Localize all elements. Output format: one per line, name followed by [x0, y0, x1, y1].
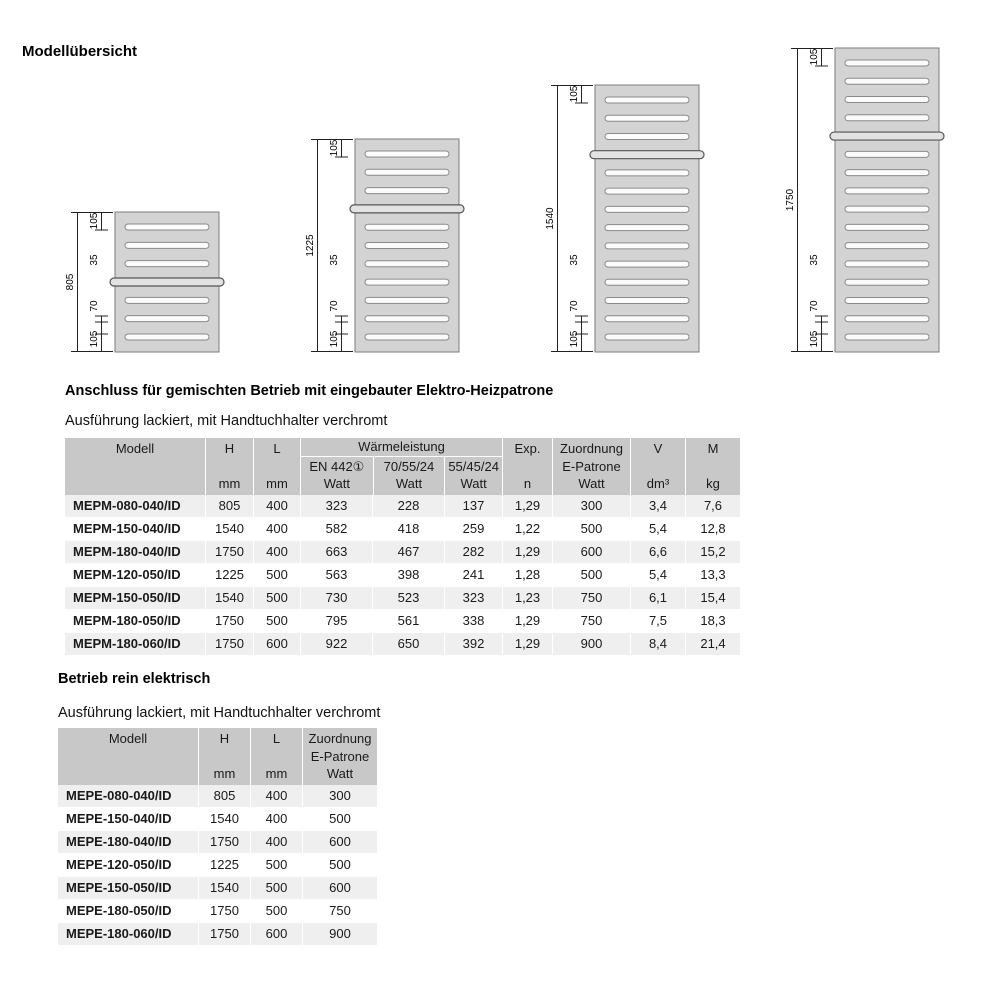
value-cell: 400 [250, 785, 302, 807]
tube-slot [845, 78, 929, 84]
electric-operation-table [58, 728, 377, 946]
value-cell: 500 [302, 854, 377, 876]
col-header-v [630, 438, 685, 495]
col-header-modell [65, 438, 205, 495]
value-cell: 1540 [198, 808, 250, 830]
header-label-m: M [707, 441, 719, 456]
table-row [65, 610, 740, 633]
tube-slot [845, 316, 929, 322]
tube-slot [365, 279, 449, 285]
tube-slot [845, 60, 929, 66]
towel-bar [350, 205, 464, 213]
value-cell: 137 [444, 495, 502, 517]
dimension-label: 1750 [785, 188, 796, 212]
dimension-label: 105 [89, 330, 100, 348]
value-cell: 561 [372, 610, 444, 632]
value-cell: 795 [300, 610, 372, 632]
electric-table-header [58, 728, 377, 785]
unit-label-kg: kg [706, 476, 720, 491]
dimension-label: 70 [329, 300, 340, 312]
dimension-label: 35 [569, 254, 580, 266]
value-cell: 805 [198, 785, 250, 807]
header-label-zuordnung: Zuordnung [560, 441, 623, 456]
waermeleistung-subcolumns [301, 457, 502, 495]
unit-label-n: n [523, 476, 532, 491]
value-cell: 922 [300, 633, 372, 655]
value-cell: 467 [372, 541, 444, 563]
value-cell: 1540 [198, 877, 250, 899]
radiator-drawing-1225 [297, 131, 467, 360]
tube-slot [845, 151, 929, 157]
mixed-operation-table [65, 438, 740, 656]
tube-slot [365, 261, 449, 267]
dimension-label: 105 [89, 212, 100, 230]
tube-slot [605, 261, 689, 267]
value-cell: 400 [253, 495, 300, 517]
tube-slot [845, 297, 929, 303]
section-electric-subheading: Ausführung lackiert, mit Handtuchhalter verchromt [58, 705, 381, 721]
dimension-label: 805 [65, 273, 76, 291]
value-cell: 3,4 [630, 495, 685, 517]
tube-slot [605, 243, 689, 249]
model-name-cell: MEPM-120-050/ID [73, 567, 181, 582]
value-cell: 500 [253, 587, 300, 609]
table-row [65, 495, 740, 518]
value-cell: 1540 [205, 587, 253, 609]
tube-slot [845, 279, 929, 285]
value-cell: 650 [372, 633, 444, 655]
value-cell: 500 [302, 808, 377, 830]
value-cell: 730 [300, 587, 372, 609]
table-row [58, 900, 377, 923]
value-cell: 12,8 [685, 518, 740, 540]
value-cell: 900 [552, 633, 630, 655]
tube-slot [365, 224, 449, 230]
radiator-drawing-1750 [777, 40, 947, 360]
tube-slot [845, 261, 929, 267]
tube-slot [605, 115, 689, 121]
col-header-l [253, 438, 300, 495]
table-row [65, 633, 740, 656]
dimension-label: 35 [329, 254, 340, 266]
model-name-cell: MEPE-180-040/ID [66, 834, 172, 849]
header-label-epatrone: E-Patrone [562, 458, 621, 474]
tube-slot [845, 97, 929, 103]
col-header-55-45-24 [444, 457, 502, 495]
value-cell: 750 [552, 610, 630, 632]
tube-slot [365, 334, 449, 340]
tube-slot [845, 224, 929, 230]
value-cell: 1750 [205, 610, 253, 632]
radiator-body [595, 85, 699, 352]
tube-slot [845, 115, 929, 121]
col-header-exp [502, 438, 552, 495]
col-header-zuordnung [552, 438, 630, 495]
tube-slot [605, 316, 689, 322]
value-cell: 1750 [198, 900, 250, 922]
value-cell: 1750 [198, 831, 250, 853]
value-cell: 13,3 [685, 564, 740, 586]
model-name-cell: MEPM-150-040/ID [73, 521, 181, 536]
value-cell: 805 [205, 495, 253, 517]
unit-label-dm3: dm³ [646, 476, 670, 491]
value-cell: 398 [372, 564, 444, 586]
value-cell: 600 [253, 633, 300, 655]
value-cell: 500 [250, 877, 302, 899]
header-label-70-55-24: 70/55/24 [383, 459, 435, 474]
table-row [58, 831, 377, 854]
unit-label-watt: Watt [460, 476, 487, 491]
tube-slot [125, 316, 209, 322]
value-cell: 323 [444, 587, 502, 609]
col-header-en442 [301, 457, 373, 495]
value-cell: 1,29 [502, 541, 552, 563]
model-name-cell: MEPE-150-050/ID [66, 880, 172, 895]
model-name-cell: MEPM-080-040/ID [73, 498, 181, 513]
value-cell: 1,28 [502, 564, 552, 586]
model-name-cell: MEPM-180-060/ID [73, 636, 181, 651]
table-row [58, 877, 377, 900]
table-row [58, 854, 377, 877]
model-name-cell: MEPM-180-040/ID [73, 544, 181, 559]
tube-slot [605, 225, 689, 231]
value-cell: 6,6 [630, 541, 685, 563]
value-cell: 500 [253, 610, 300, 632]
tube-slot [365, 169, 449, 175]
radiator-drawing-805 [57, 204, 227, 360]
dimension-label: 105 [569, 85, 580, 103]
header-label-exp: Exp. [514, 441, 541, 456]
value-cell: 241 [444, 564, 502, 586]
model-name-cell: MEPE-080-040/ID [66, 788, 172, 803]
dimension-label: 70 [89, 300, 100, 312]
radiator-drawing-1540 [537, 77, 707, 360]
col-header-l [250, 728, 302, 785]
tube-slot [605, 298, 689, 304]
model-name-cell: MEPM-180-050/ID [73, 613, 181, 628]
unit-label-mm: mm [265, 766, 288, 781]
model-name-cell: MEPE-180-050/ID [66, 903, 172, 918]
tube-slot [605, 279, 689, 285]
header-label-modell: Modell [108, 731, 148, 746]
value-cell: 663 [300, 541, 372, 563]
value-cell: 282 [444, 541, 502, 563]
dimension-label: 1225 [305, 234, 316, 257]
tube-slot [605, 334, 689, 340]
value-cell: 400 [253, 541, 300, 563]
value-cell: 1,22 [502, 518, 552, 540]
table-row [58, 785, 377, 808]
value-cell: 500 [250, 854, 302, 876]
value-cell: 300 [552, 495, 630, 517]
value-cell: 1225 [198, 854, 250, 876]
tube-slot [365, 188, 449, 194]
value-cell: 323 [300, 495, 372, 517]
col-header-h [205, 438, 253, 495]
value-cell: 600 [302, 831, 377, 853]
value-cell: 563 [300, 564, 372, 586]
col-header-h [198, 728, 250, 785]
dimension-label: 105 [569, 330, 580, 348]
tube-slot [125, 224, 209, 230]
header-label-epatrone: E-Patrone [310, 748, 370, 764]
unit-label-mm: mm [213, 766, 236, 781]
section-mixed-heading: Anschluss für gemischten Betrieb mit eingebauter Elektro-Heizpatrone [65, 383, 554, 399]
mixed-table-header [65, 438, 740, 495]
model-name-cell: MEPE-180-060/ID [66, 926, 172, 941]
unit-label-watt: Watt [323, 476, 350, 491]
value-cell: 750 [302, 900, 377, 922]
unit-label-watt: Watt [395, 476, 423, 491]
value-cell: 1750 [205, 633, 253, 655]
towel-bar [830, 132, 944, 140]
tube-slot [365, 151, 449, 157]
model-name-cell: MEPE-150-040/ID [66, 811, 172, 826]
header-label-l: L [272, 731, 281, 746]
value-cell: 21,4 [685, 633, 740, 655]
value-cell: 5,4 [630, 518, 685, 540]
table-row [65, 587, 740, 610]
value-cell: 400 [253, 518, 300, 540]
tube-slot [845, 243, 929, 249]
tube-slot [605, 170, 689, 176]
tube-slot [845, 334, 929, 340]
value-cell: 900 [302, 923, 377, 945]
table-row [58, 923, 377, 946]
table-row [65, 564, 740, 587]
dimension-label: 105 [809, 48, 820, 66]
header-label-v: V [653, 441, 663, 456]
value-cell: 750 [552, 587, 630, 609]
value-cell: 7,5 [630, 610, 685, 632]
unit-label-watt: Watt [326, 766, 354, 781]
table-row [58, 808, 377, 831]
header-label-zuordnung: Zuordnung [308, 731, 372, 746]
tube-slot [125, 242, 209, 248]
col-header-modell [58, 728, 198, 785]
header-label-h: H [224, 441, 235, 456]
value-cell: 582 [300, 518, 372, 540]
value-cell: 5,4 [630, 564, 685, 586]
value-cell: 418 [372, 518, 444, 540]
value-cell: 6,1 [630, 587, 685, 609]
section-mixed-subheading: Ausführung lackiert, mit Handtuchhalter verchromt [65, 413, 388, 429]
dimension-label: 35 [89, 254, 100, 266]
value-cell: 18,3 [685, 610, 740, 632]
value-cell: 400 [250, 808, 302, 830]
tube-slot [365, 316, 449, 322]
tube-slot [845, 206, 929, 212]
value-cell: 1225 [205, 564, 253, 586]
value-cell: 15,4 [685, 587, 740, 609]
value-cell: 1,23 [502, 587, 552, 609]
value-cell: 1750 [205, 541, 253, 563]
value-cell: 300 [302, 785, 377, 807]
value-cell: 600 [552, 541, 630, 563]
value-cell: 228 [372, 495, 444, 517]
header-label-h: H [219, 731, 230, 746]
value-cell: 1540 [205, 518, 253, 540]
value-cell: 8,4 [630, 633, 685, 655]
dimension-label: 70 [569, 300, 580, 312]
section-electric-heading: Betrieb rein elektrisch [58, 671, 211, 687]
value-cell: 392 [444, 633, 502, 655]
value-cell: 600 [250, 923, 302, 945]
towel-bar [110, 278, 224, 286]
tube-slot [125, 297, 209, 303]
col-header-zuordnung [302, 728, 377, 785]
header-label-modell: Modell [115, 441, 155, 456]
dimension-label: 105 [329, 139, 340, 157]
tube-slot [605, 188, 689, 194]
value-cell: 1750 [198, 923, 250, 945]
tube-slot [605, 97, 689, 103]
tube-slot [605, 133, 689, 139]
dimension-label: 35 [809, 254, 820, 266]
dimension-label: 1540 [545, 207, 556, 230]
value-cell: 259 [444, 518, 502, 540]
table-row [65, 518, 740, 541]
unit-label-watt: Watt [578, 476, 605, 491]
col-group-waermeleistung [300, 438, 502, 495]
value-cell: 1,29 [502, 495, 552, 517]
dimension-label: 105 [809, 330, 820, 348]
value-cell: 1,29 [502, 633, 552, 655]
table-row [65, 541, 740, 564]
tube-slot [845, 188, 929, 194]
header-label-waermeleistung: Wärmeleistung [301, 438, 502, 457]
model-name-cell: MEPE-120-050/ID [66, 857, 172, 872]
value-cell: 400 [250, 831, 302, 853]
header-label-55-45-24: 55/45/24 [448, 459, 499, 474]
value-cell: 600 [302, 877, 377, 899]
dimension-label: 70 [809, 300, 820, 312]
tube-slot [605, 206, 689, 212]
tube-slot [845, 170, 929, 176]
value-cell: 523 [372, 587, 444, 609]
unit-label-mm: mm [266, 476, 288, 491]
value-cell: 500 [552, 564, 630, 586]
value-cell: 7,6 [685, 495, 740, 517]
value-cell: 500 [552, 518, 630, 540]
page-title: Modellübersicht [22, 43, 138, 60]
header-label-l: L [273, 441, 281, 456]
unit-label-mm: mm [218, 476, 241, 491]
col-header-m [685, 438, 740, 495]
tube-slot [125, 261, 209, 267]
electric-table-body [58, 785, 377, 946]
value-cell: 1,29 [502, 610, 552, 632]
towel-bar [590, 151, 704, 159]
value-cell: 15,2 [685, 541, 740, 563]
tube-slot [365, 297, 449, 303]
value-cell: 338 [444, 610, 502, 632]
tube-slot [365, 243, 449, 249]
value-cell: 500 [253, 564, 300, 586]
dimension-label: 105 [329, 330, 340, 348]
radiator-body [835, 48, 939, 352]
tube-slot [125, 334, 209, 340]
header-label-en442: EN 442① [309, 459, 365, 474]
model-name-cell: MEPM-150-050/ID [73, 590, 181, 605]
value-cell: 500 [250, 900, 302, 922]
mixed-table-body [65, 495, 740, 656]
col-header-70-55-24 [373, 457, 445, 495]
